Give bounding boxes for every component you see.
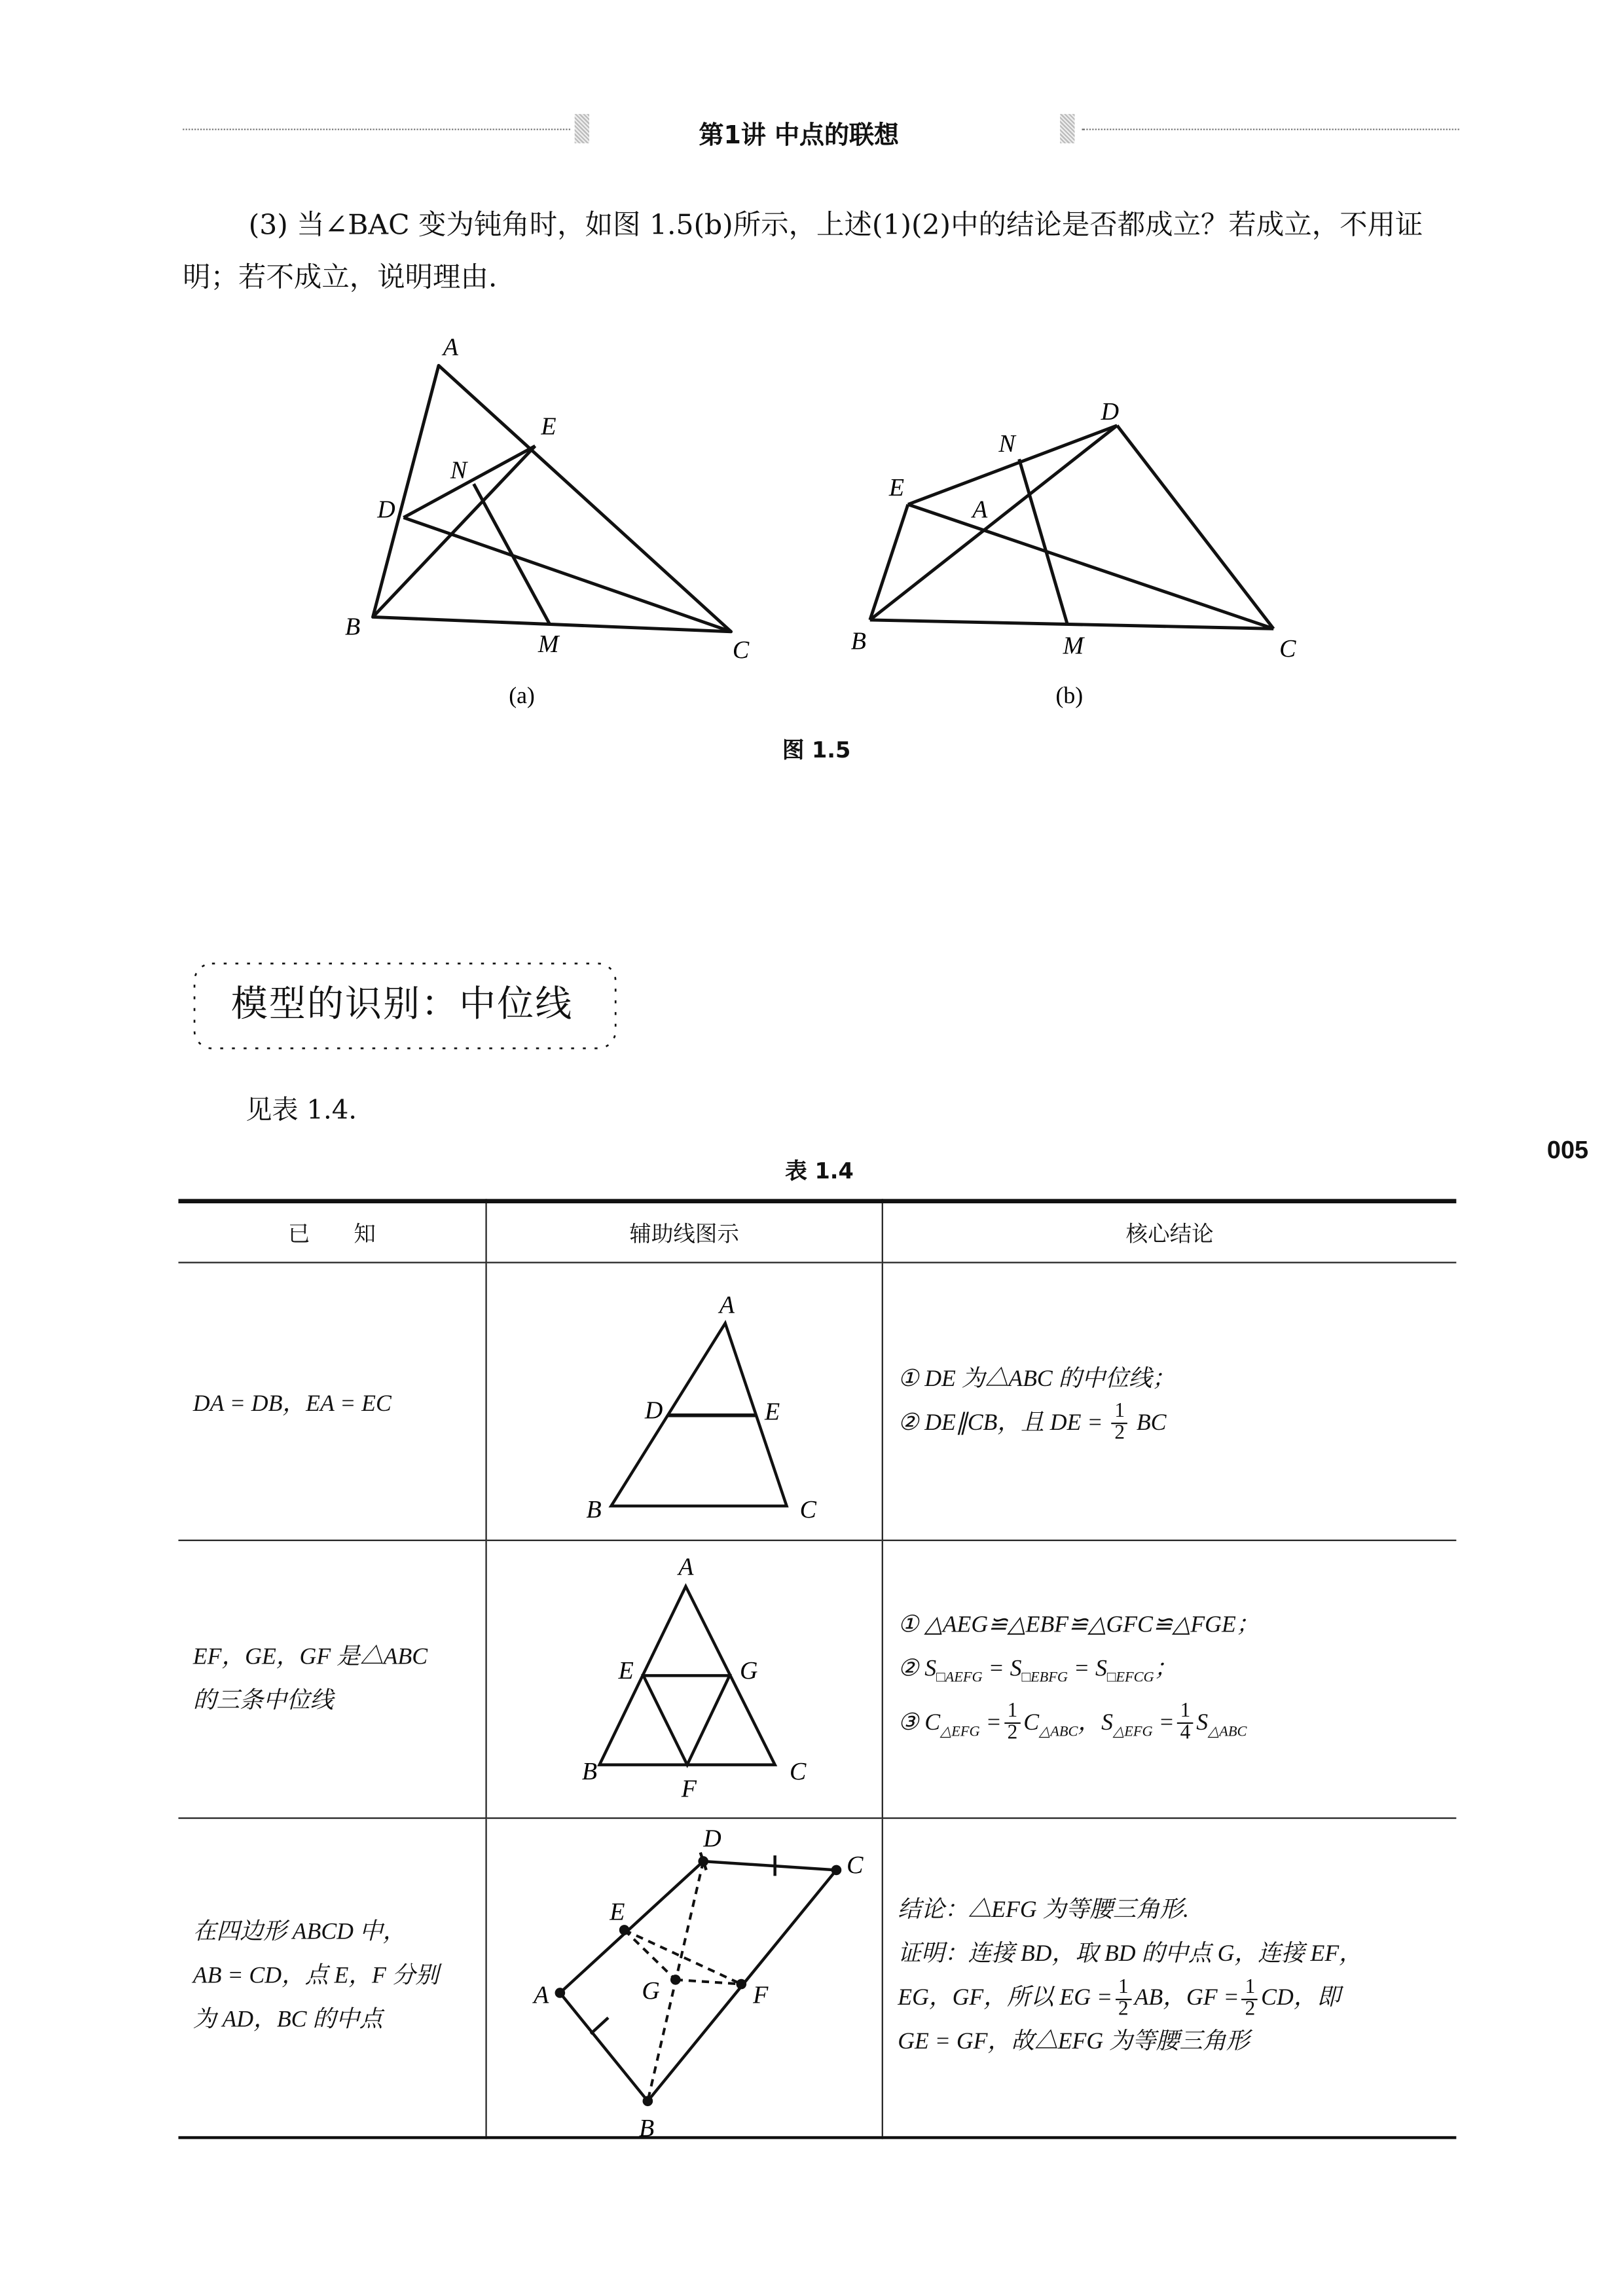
known-cell: EF，GE，GF 是△ABC 的三条中位线 <box>178 1540 486 1818</box>
svg-text:C: C <box>847 1851 864 1880</box>
page-number: 005 <box>1546 1136 1589 1164</box>
caption-a: (a) <box>509 682 535 709</box>
table-row <box>178 1540 1456 1818</box>
svg-text:B: B <box>581 1757 598 1785</box>
label-c-b: C <box>1279 634 1296 663</box>
figure-cell <box>486 1818 883 2143</box>
conclusion-line-1: ① △AEG≌△EBF≌△GFC≌△FGE； <box>898 1613 1260 1638</box>
conclusion-cell <box>883 1262 1457 1540</box>
segment-ec-b <box>908 504 1273 629</box>
label-d-b: D <box>1101 397 1120 426</box>
svg-text:E: E <box>765 1397 780 1425</box>
proof-line-2: EG，GF，所以 EG = $\frac{1}{2}$ AB，GF = $\frac{1}{2}$ CD，即 <box>898 1977 1341 2021</box>
segment-de-a <box>403 446 535 517</box>
svg-text:F: F <box>753 1982 769 2010</box>
svg-text:E: E <box>618 1656 634 1684</box>
label-b-b: B <box>850 627 866 655</box>
svg-text:C: C <box>789 1757 807 1785</box>
segment-nm-a <box>474 484 550 624</box>
conclusion-line-2: ② DE∥CB，且 DE = $\frac{1}{2}$ BC <box>898 1401 1167 1446</box>
known-cell: 在四边形 ABCD 中， AB = CD，点 E，F 分别 为 AD，BC 的中点 <box>178 1818 486 2137</box>
label-a-b: A <box>972 496 988 524</box>
svg-text:F: F <box>681 1774 697 1802</box>
see-table-text: 见表 1.4. <box>246 1095 357 1126</box>
figure-cell <box>486 1262 883 1540</box>
known-cell: DA = DB，EA = EC <box>178 1262 486 1540</box>
figure-cell <box>486 1540 883 1818</box>
midline-model-table <box>178 1199 1456 2143</box>
header-figure: 辅助线图示 <box>486 1201 883 1263</box>
svg-text:C: C <box>799 1495 816 1523</box>
section-heading-box <box>187 955 626 1057</box>
svg-text:A: A <box>678 1552 694 1580</box>
svg-text:A: A <box>719 1290 735 1319</box>
question-paragraph: (3) 当∠BAC 变为钝角时，如图 1.5(b)所示，上述(1)(2)中的结论是否都成立？若成立，不用证明；若不成立，说明理由. <box>183 209 1423 294</box>
svg-text:E: E <box>610 1898 625 1926</box>
caption-b: (b) <box>1055 682 1084 709</box>
table-header-row <box>178 1201 1456 1263</box>
conclusion-line-1: 结论：△EFG 为等腰三角形. <box>898 1898 1189 1923</box>
conclusion-line-1: ① DE 为△ABC 的中位线； <box>898 1366 1176 1391</box>
svg-text:D: D <box>703 1825 721 1853</box>
figure-title: 图 1.5 <box>782 737 851 763</box>
figure-1-5-b <box>870 426 1273 629</box>
segment-cd-b <box>1117 426 1273 629</box>
conclusion-cell <box>883 1818 1457 2137</box>
label-d-a: D <box>377 496 395 524</box>
table-title: 表 1.4 <box>785 1157 854 1184</box>
figure-1-5-a <box>0 0 1623 760</box>
segment-bd-b <box>870 426 1117 620</box>
header-known: 已 知 <box>178 1201 486 1263</box>
segment-bc-b <box>870 620 1273 629</box>
svg-text:A: A <box>534 1982 549 2010</box>
svg-text:G: G <box>642 1977 660 2005</box>
svg-text:B: B <box>638 2115 655 2143</box>
svg-text:B: B <box>586 1495 602 1523</box>
proof-line-3: GE = GF，故△EFG 为等腰三角形 <box>898 2030 1250 2055</box>
label-m-b: M <box>1063 632 1084 660</box>
conclusion-cell <box>883 1540 1457 1818</box>
conclusion-line-2: ② $S_{□AEFG} = S_{□EBFG} = S_{□EFCG}$； <box>898 1657 1178 1687</box>
proof-line-1: 证明：连接 BD，取 BD 的中点 G，连接 EF， <box>898 1942 1362 1967</box>
label-b-a: B <box>345 613 361 641</box>
triangle-midline-figure <box>501 1267 867 1530</box>
label-c-a: C <box>732 636 750 664</box>
label-e-a: E <box>541 412 556 441</box>
label-e-b: E <box>888 474 905 502</box>
medial-triangle-figure <box>501 1544 867 1808</box>
table-row <box>178 1818 1456 2137</box>
segment-dc-a <box>403 518 731 632</box>
label-m-a: M <box>538 630 559 659</box>
segment-eb-b <box>870 504 908 619</box>
section-title: 模型的识别：中位线 <box>230 982 574 1025</box>
svg-text:D: D <box>644 1396 663 1424</box>
header-conclusion: 核心结论 <box>883 1201 1457 1263</box>
chapter-header: 第1讲 中点的联想 <box>699 121 899 151</box>
quadrilateral-figure <box>501 1821 867 2143</box>
triangle-abc-a <box>373 365 731 631</box>
label-a-a: A <box>443 333 458 361</box>
label-n-b: N <box>998 430 1015 458</box>
table-row <box>178 1262 1456 1540</box>
label-n-a: N <box>450 456 467 484</box>
svg-text:G: G <box>740 1656 758 1684</box>
conclusion-line-3: ③ $C_{\triangle EFG}$ = $\frac{1}{2}$ $C_{\triangle ABC}$，$S_{\triangle EFG}$ = $\frac{1}{4}$ $S_{\triangle ABC}$ <box>898 1701 1247 1745</box>
